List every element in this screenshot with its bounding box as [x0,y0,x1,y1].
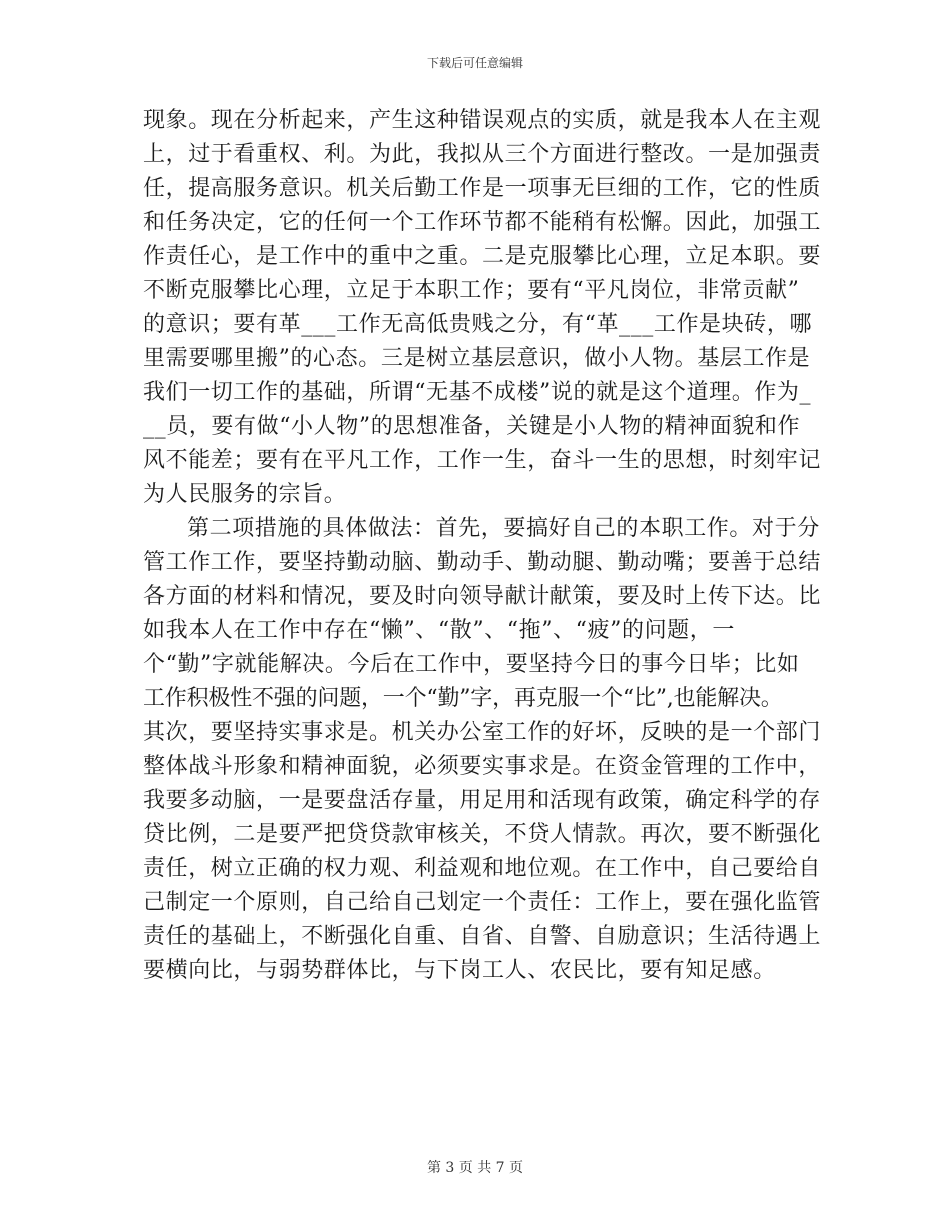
text-line: 上，过于看重权、利。为此，我拟从三个方面进行整改。一是加强责 [143,142,822,167]
text-line: 己制定一个原则，自己给自己划定一个责任：工作上，要在强化监管 [143,890,822,915]
text-line: 为人民服务的宗旨。 [143,482,347,507]
text-line: 我要多动脑，一是要盘活存量，用足用和活现有政策，确定科学的存 [143,788,822,813]
text-line: 现象。现在分析起来，产生这种错误观点的实质，就是我本人在主观 [143,108,822,133]
text-line: 我们一切工作的基础，所谓“无基不成楼”说的就是这个道理。作为_ [143,380,812,405]
page-number-footer: 第 3 页 共 7 页 [426,1160,524,1176]
page-header-note: 下载后可任意编辑 [426,56,523,70]
text-line: 里需要哪里搬”的心态。三是树立基层意识，做小人物。基层工作是 [143,346,811,371]
text-line: 贷比例，二是要严把贷贷款审核关，不贷人情款。再次，要不断强化 [143,822,822,847]
text-line: 任，提高服务意识。机关后勤工作是一项事无巨细的工作，它的性质 [143,176,822,201]
document-body [143,104,823,988]
text-line: 整体战斗形象和精神面貌，必须要实事求是。在资金管理的工作中， [143,754,822,779]
text-line: 各方面的材料和情况，要及时向领导献计献策，要及时上传下达。比 [143,584,822,609]
text-line: 的意识；要有革___工作无高低贵贱之分，有“革___工作是块砖，哪 [143,312,813,337]
text-line: 其次，要坚持实事求是。机关办公室工作的好坏，反映的是一个部门 [143,720,822,745]
text-line: 风不能差；要有在平凡工作，工作一生，奋斗一生的思想，时刻牢记 [143,448,822,473]
text-line: 不断克服攀比心理，立足于本职工作；要有“平凡岗位，非常贡献” [143,278,800,303]
text-line: 管工作工作，要坚持勤动脑、勤动手、勤动腿、勤动嘴；要善于总结 [143,550,822,575]
text-line: 责任，树立正确的权力观、利益观和地位观。在工作中，自己要给自 [143,856,822,881]
text-line: 个“勤”字就能解决。今后在工作中，要坚持今日的事今日毕；比如 [143,652,800,677]
text-line: 和任务决定，它的任何一个工作环节都不能稍有松懈。因此，加强工 [143,210,822,235]
text-line: 作责任心，是工作中的重中之重。二是克服攀比心理，立足本职。要 [143,244,822,269]
text-line: 要横向比，与弱势群体比，与下岗工人、农民比，要有知足感。 [143,958,776,983]
text-line: 责任的基础上，不断强化自重、自省、自警、自励意识；生活待遇上 [143,924,822,949]
text-line: __员，要有做“小人物”的思想准备，关键是小人物的精神面貌和作 [143,414,801,439]
paragraph-start-line: 第二项措施的具体做法：首先，要搞好自己的本职工作。对于分 [187,516,820,541]
text-line: 如我本人在工作中存在“懒”、“散”、“拖”、“疲”的问题，一 [143,618,735,643]
text-line: 工作积极性不强的问题，一个“勤”字，再克服一个“比”,也能解决。 [143,686,783,711]
